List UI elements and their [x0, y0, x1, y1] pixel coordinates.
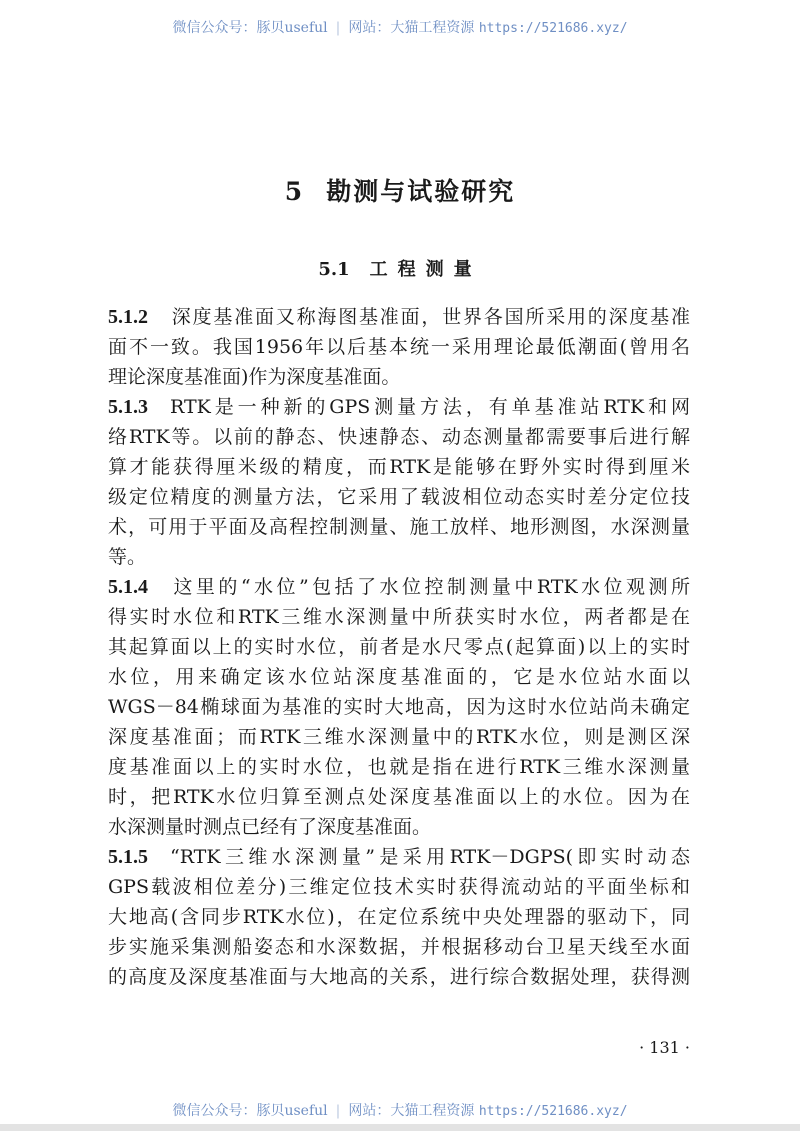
line-text: 的高度及深度基准面与大地高的关系，进行综合数据处理，获得测 [108, 966, 690, 988]
text-line [108, 842, 690, 872]
paragraph-5-1-2 [108, 302, 690, 392]
line-text: 其起算面以上的实时水位，前者是水尺零点(起算面)以上的实时 [108, 636, 690, 658]
watermark-url[interactable]: https://521686.xyz/ [478, 21, 628, 36]
text-line [108, 362, 690, 392]
watermark-wechat: 微信公众号：豚贝useful [172, 20, 328, 36]
line-text: 度基准面以上的实时水位，也就是指在进行RTK三维水深测量 [108, 756, 690, 778]
line-text: 面不一致。我国1956年以后基本统一采用理论最低潮面(曾用名 [108, 336, 690, 358]
watermark-header [0, 17, 800, 37]
text-line [108, 782, 690, 812]
text-line [108, 902, 690, 932]
text-line [108, 632, 690, 662]
chapter-title-text: 勘测与试验研究 [326, 177, 516, 206]
section-heading [0, 255, 800, 281]
text-line [108, 812, 690, 842]
clause-number: 5.1.3 [108, 396, 148, 418]
page-bottom-edge [0, 1124, 800, 1131]
line-text: 算才能获得厘米级的精度，而RTK是能够在野外实时得到厘米 [108, 456, 690, 478]
text-line [108, 422, 690, 452]
text-line [108, 932, 690, 962]
line-text: 这里的“水位”包括了水位控制测量中RTK水位观测所 [170, 576, 690, 598]
paragraph-5-1-5 [108, 842, 690, 992]
line-text: 步实施采集测船姿态和水深数据，并根据移动台卫星天线至水面 [108, 936, 690, 958]
line-text: 级定位精度的测量方法，它采用了载波相位动态实时差分定位技 [108, 486, 690, 508]
text-line [108, 722, 690, 752]
text-line [108, 302, 690, 332]
clause-number: 5.1.2 [108, 306, 148, 328]
text-line [108, 662, 690, 692]
clause-number: 5.1.5 [108, 846, 148, 868]
line-text: 时，把RTK水位归算至测点处深度基准面以上的水位。因为在 [108, 786, 690, 808]
line-text: 术，可用于平面及高程控制测量、施工放样、地形测图，水深测量 [108, 516, 690, 538]
line-text: 络RTK等。以前的静态、快速静态、动态测量都需要事后进行解 [108, 426, 690, 448]
line-text: 等。 [108, 546, 147, 568]
line-text: WGS－84椭球面为基准的实时大地高，因为这时水位站尚未确定 [108, 696, 690, 718]
text-line [108, 452, 690, 482]
text-line [108, 512, 690, 542]
text-line [108, 602, 690, 632]
line-text: 大地高(含同步RTK水位)，在定位系统中央处理器的驱动下，同 [108, 906, 690, 928]
line-text: 水位，用来确定该水位站深度基准面的，它是水位站水面以 [108, 666, 690, 688]
watermark-wechat: 微信公众号：豚贝useful [172, 1103, 328, 1119]
text-line [108, 482, 690, 512]
chapter-title [0, 172, 800, 208]
text-line [108, 962, 690, 992]
line-text: RTK是一种新的GPS测量方法，有单基准站RTK和网 [170, 396, 690, 418]
page-number: · 131 · [639, 1038, 690, 1057]
body-text [108, 302, 690, 992]
text-line [108, 752, 690, 782]
paragraph-5-1-4 [108, 572, 690, 842]
line-text: 深度基准面；而RTK三维水深测量中的RTK水位，则是测区深 [108, 726, 690, 748]
watermark-site: 网站：大猫工程资源 [348, 20, 475, 36]
watermark-url[interactable]: https://521686.xyz/ [478, 1104, 628, 1119]
line-text: GPS载波相位差分)三维定位技术实时获得流动站的平面坐标和 [108, 876, 690, 898]
line-text: 深度基准面又称海图基准面，世界各国所采用的深度基准 [170, 306, 690, 328]
line-text: “RTK三维水深测量”是采用RTK－DGPS(即实时动态 [170, 846, 690, 868]
paragraph-5-1-3 [108, 392, 690, 572]
text-line [108, 692, 690, 722]
text-line [108, 872, 690, 902]
watermark-site: 网站：大猫工程资源 [348, 1103, 475, 1119]
watermark-separator: | [335, 1103, 341, 1119]
text-line [108, 332, 690, 362]
clause-number: 5.1.4 [108, 576, 148, 598]
section-title: 工程测量 [369, 259, 482, 280]
text-line [108, 572, 690, 602]
line-text: 理论深度基准面)作为深度基准面。 [108, 366, 401, 388]
chapter-number: 5 [284, 177, 305, 206]
watermark-separator: | [335, 20, 341, 36]
section-number: 5.1 [318, 259, 350, 280]
text-line [108, 392, 690, 422]
line-text: 得实时水位和RTK三维水深测量中所获实时水位，两者都是在 [108, 606, 690, 628]
watermark-footer [0, 1100, 800, 1120]
line-text: 水深测量时测点已经有了深度基准面。 [108, 816, 432, 838]
text-line [108, 542, 690, 572]
